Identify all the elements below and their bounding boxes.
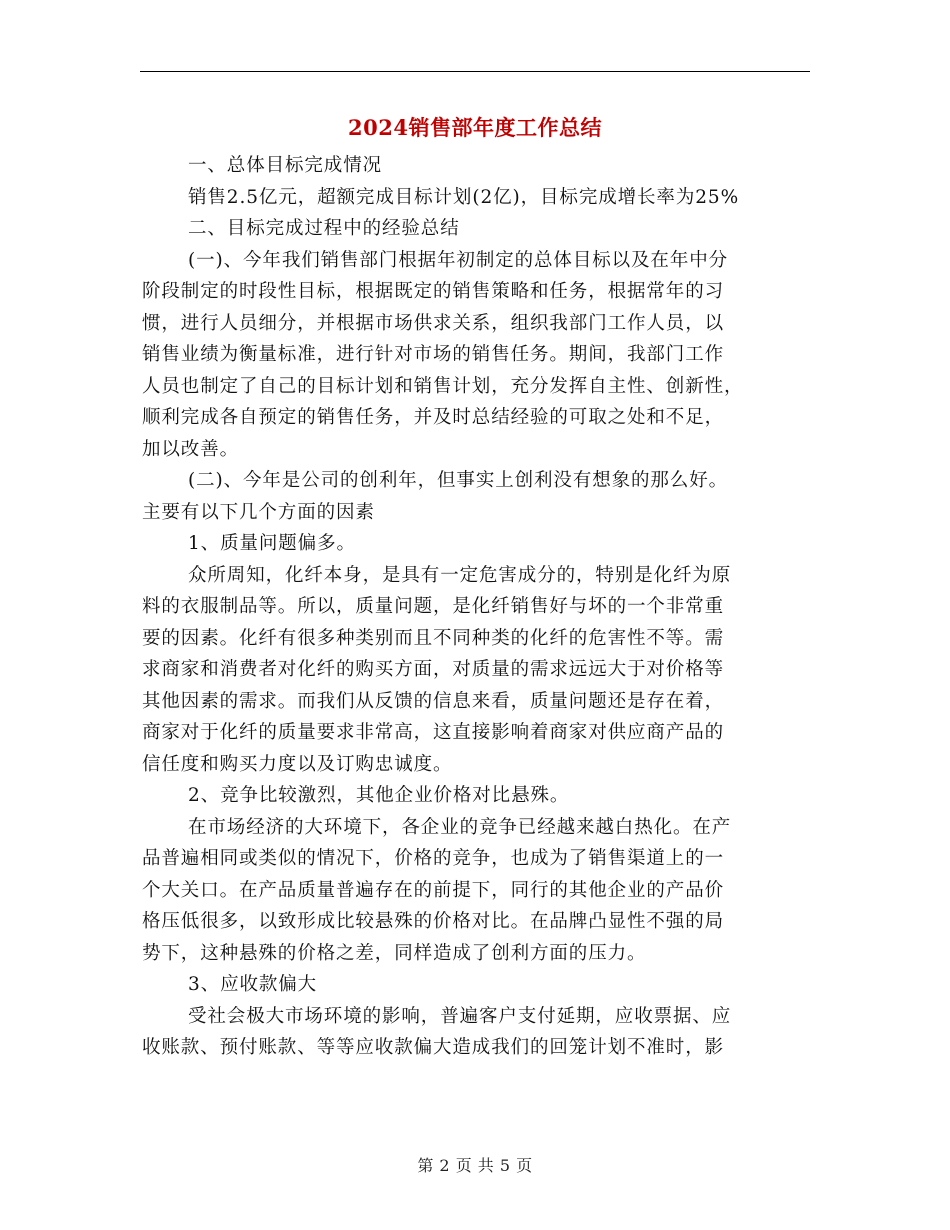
text-line: 求商家和消费者对化纤的购买方面，对质量的需求远远大于对价格等 xyxy=(142,659,725,680)
text-line: 个大关口。在产品质量普遍存在的前提下，同行的其他企业的产品价 xyxy=(142,879,725,901)
text-line: 受社会极大市场环境的影响，普遍客户支付延期，应收票据、应 xyxy=(188,1005,732,1027)
text-line: 加以改善。 xyxy=(142,438,240,460)
page-footer: 第 2 页 共 5 页 xyxy=(417,1156,533,1175)
text-line: 惯，进行人员细分，并根据市场供求关系，组织我部门工作人员，以 xyxy=(142,312,725,334)
text-line: (一)、今年我们销售部门根据年初制定的总体目标以及在年中分 xyxy=(188,249,729,271)
text-line: 顺利完成各自预定的销售任务，并及时总结经验的可取之处和不足， xyxy=(142,407,725,428)
text-line: 信任度和购买力度以及订购忠诚度。 xyxy=(142,753,453,775)
text-line: 人员也制定了自己的目标计划和销售计划，充分发挥自主性、创新性， xyxy=(142,375,744,397)
text-line: 2、竞争比较激烈，其他企业价格对比悬殊。 xyxy=(188,785,570,806)
text-line: 收账款、预付账款、等等应收款偏大造成我们的回笼计划不准时，影 xyxy=(142,1037,725,1058)
text-line: 一、总体目标完成情况 xyxy=(188,155,383,176)
text-line: 料的衣服制品等。所以，质量问题，是化纤销售好与坏的一个非常重 xyxy=(142,596,725,617)
text-line: 格压低很多，以致形成比较悬殊的价格对比。在品牌凸显性不强的局 xyxy=(142,911,725,932)
text-line: 势下，这种悬殊的价格之差，同样造成了创利方面的压力。 xyxy=(142,942,647,964)
text-line: 其他因素的需求。而我们从反馈的信息来看，质量问题还是存在着， xyxy=(142,690,725,712)
header-rule xyxy=(140,71,810,72)
text-line: 众所周知，化纤本身，是具有一定危害成分的，特别是化纤为原 xyxy=(188,564,732,586)
text-line: (二)、今年是公司的创利年，但事实上创利没有想象的那么好。 xyxy=(188,470,729,491)
text-line: 品普遍相同或类似的情况下，价格的竞争，也成为了销售渠道上的一 xyxy=(142,848,725,869)
document-title: 2024销售部年度工作总结 xyxy=(348,115,602,140)
text-line: 销售2.5亿元，超额完成目标计划(2亿)，目标完成增长率为25% xyxy=(188,186,740,208)
text-line: 要的因素。化纤有很多种类别而且不同种类的化纤的危害性不等。需 xyxy=(142,627,725,649)
text-line: 在市场经济的大环境下，各企业的竞争已经越来越白热化。在产 xyxy=(188,816,732,838)
text-line: 1、质量问题偏多。 xyxy=(188,533,356,554)
text-line: 二、目标完成过程中的经验总结 xyxy=(188,218,460,239)
text-line: 主要有以下几个方面的因素 xyxy=(142,501,375,523)
text-line: 3、应收款偏大 xyxy=(188,974,318,995)
text-line: 商家对于化纤的质量要求非常高，这直接影响着商家对供应商产品的 xyxy=(142,722,725,743)
document-body xyxy=(142,150,808,1064)
text-line: 销售业绩为衡量标准，进行针对市场的销售任务。期间，我部门工作 xyxy=(142,344,725,365)
text-line: 阶段制定的时段性目标，根据既定的销售策略和任务，根据常年的习 xyxy=(142,281,725,302)
